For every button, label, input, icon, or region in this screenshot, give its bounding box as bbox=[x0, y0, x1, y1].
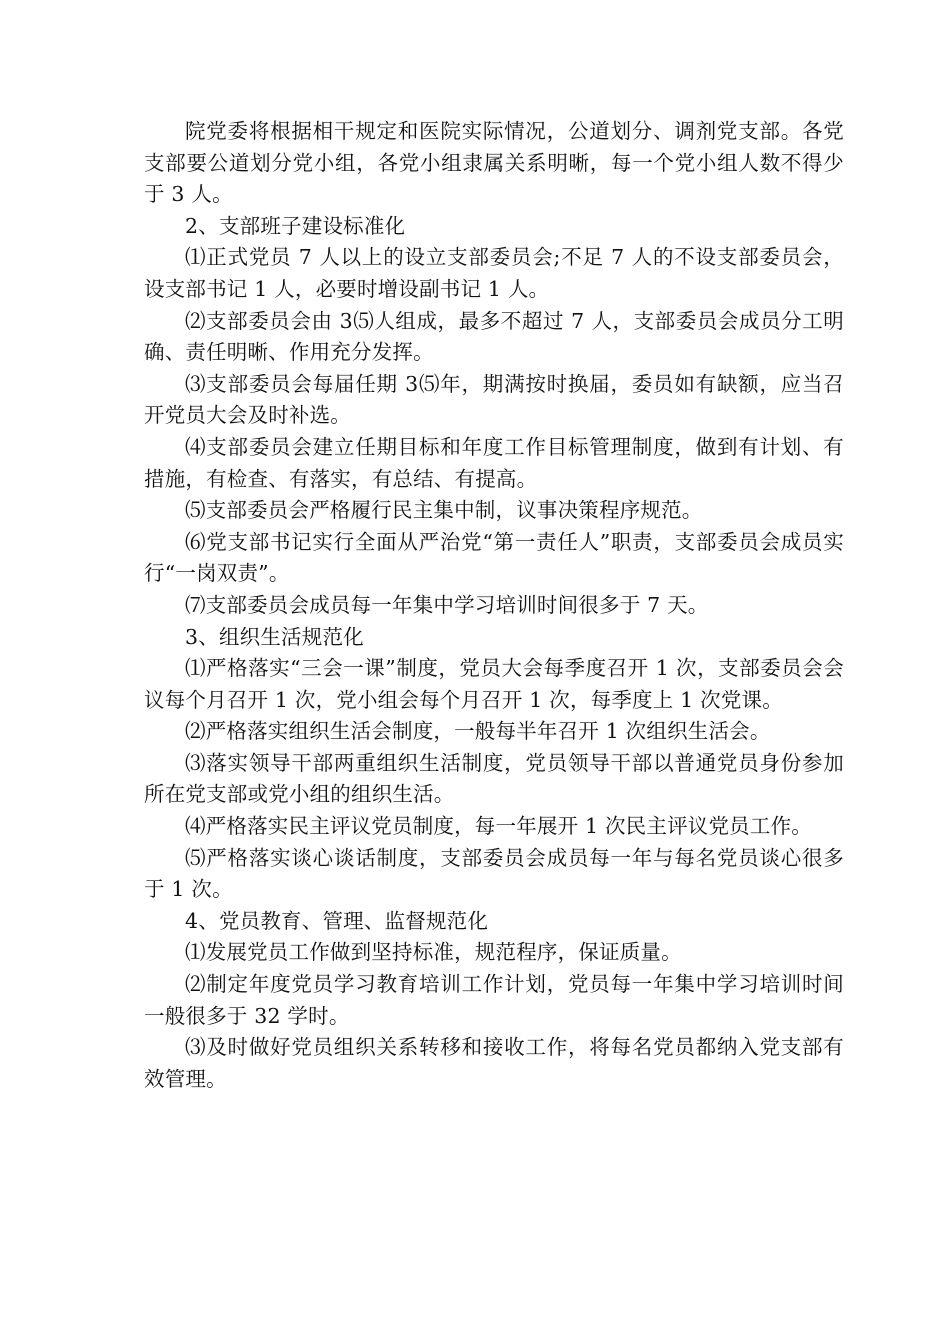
paragraph-4-2: ⑵制定年度党员学习教育培训工作计划，党员每一年集中学习培训时间一般很多于 32 学时。 bbox=[144, 972, 844, 1028]
paragraph-4-3: ⑶及时做好党员组织关系转移和接收工作，将每名党员都纳入党支部有效管理。 bbox=[144, 1035, 844, 1091]
paragraph-3-3: ⑶落实领导干部两重组织生活制度，党员领导干部以普通党员身份参加所在党支部或党小组的组织生活。 bbox=[144, 750, 844, 807]
paragraph-3-2: ⑵严格落实组织生活会制度，一般每半年召开 1 次组织生活会。 bbox=[185, 719, 771, 744]
paragraph-3-4: ⑷严格落实民主评议党员制度，每一年展开 1 次民主评议党员工作。 bbox=[185, 814, 812, 839]
paragraph-2-1: ⑴正式党员 7 人以上的设立支部委员会;不足 7 人的不设支部委员会，设支部书记 1 人，必要时增设副书记 1 人。 bbox=[144, 245, 844, 301]
paragraph-2-5: ⑸支部委员会严格履行民主集中制，议事决策程序规范。 bbox=[185, 498, 703, 523]
section-heading-2: 2、支部班子建设标准化 bbox=[185, 213, 406, 238]
section-heading-3: 3、组织生活规范化 bbox=[185, 624, 364, 649]
paragraph-3-5: ⑸严格落实谈心谈话制度，支部委员会成员每一年与每名党员谈心很多于 1 次。 bbox=[144, 845, 844, 902]
paragraph-2-4: ⑷支部委员会建立任期目标和年度工作目标管理制度，做到有计划、有措施，有检查、有落实，有总结、有提高。 bbox=[144, 434, 844, 491]
paragraph-2-3: ⑶支部委员会每届任期 3⑸年，期满按时换届，委员如有缺额，应当召开党员大会及时补选。 bbox=[144, 371, 844, 428]
paragraph-1: 院党委将根据相干规定和医院实际情况，公道划分、调剂党支部。各党支部要公道划分党小组，各党小组隶属关系明晰，每一个党小组人数不得少于 3 人。 bbox=[144, 119, 844, 207]
paragraph-4-1: ⑴发展党员工作做到坚持标准，规范程序，保证质量。 bbox=[185, 940, 682, 965]
document-body bbox=[144, 116, 844, 1095]
paragraph-2-6: ⑹党支部书记实行全面从严治党“第一责任人”职责，支部委员会成员实行“一岗双责”。 bbox=[144, 529, 844, 586]
paragraph-2-2: ⑵支部委员会由 3⑸人组成，最多不超过 7 人，支部委员会成员分工明确、责任明晰、作用充分发挥。 bbox=[144, 308, 844, 365]
section-heading-4: 4、党员教育、管理、监督规范化 bbox=[185, 908, 489, 933]
paragraph-3-1: ⑴严格落实“三会一课”制度，党员大会每季度召开 1 次，支部委员会会议每个月召开 1 次，党小组会每个月召开 1 次，每季度上 1 次党课。 bbox=[144, 656, 844, 712]
paragraph-2-7: ⑺支部委员会成员每一年集中学习培训时间很多于 7 天。 bbox=[185, 592, 709, 617]
